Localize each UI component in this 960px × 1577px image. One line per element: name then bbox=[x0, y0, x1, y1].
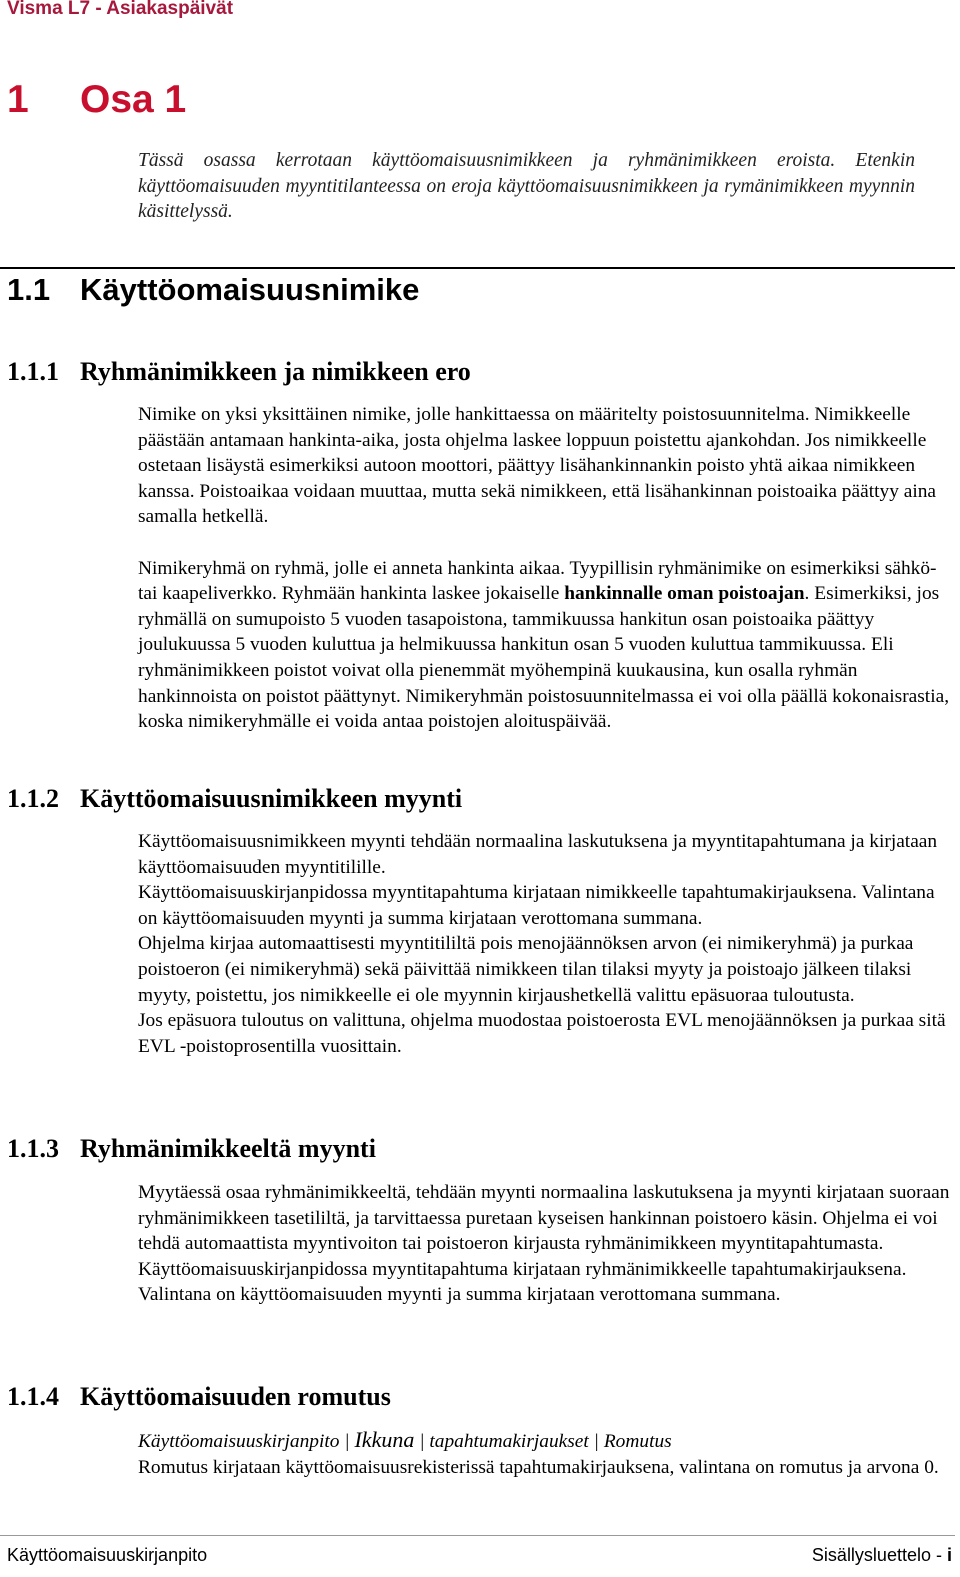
subsection-number: 1.1.4 bbox=[7, 1382, 59, 1411]
footer-page-number: i bbox=[946, 1545, 952, 1565]
menu-path-item: tapahtumakirjaukset bbox=[429, 1431, 589, 1452]
paragraph: Nimike on yksi yksittäinen nimike, jolle hankittaessa on määritelty poistosuunnitelma. Nimikkeelle päästään antamaan hankinta-aika, josta ohjelma laskee loppuun poistettu ajankohdan. Jos nimikkeelle ostetaan lisäystä esimerkiksi autoon moottori, päättyy lisähankinnankin poisto yhtä aikaa nimikkeen kanssa. Poistoaikaa voidaan muuttaa, mutta sekä nimikkeen, että lisähankinnan poistoaika päättyy aina samalla hetkellä. bbox=[138, 404, 937, 528]
paragraph: Käyttöomaisuuskirjanpidossa myyntitapahtuma kirjataan nimikkeelle tapahtumakirjauksena. Valintana on käyttöomaisuuden myynti ja summa kirjataan verottomana summana. bbox=[138, 882, 935, 929]
subsection-heading-3 bbox=[7, 1134, 376, 1164]
text-run: . Esimerkiksi, jos ryhmällä on sumupoisto 5 vuoden tasapoistona, tammikuussa hankitun osan poistoaika päättyy joulukuussa 5 vuoden kuluttua ja helmikuussa hankitun osan 5 vuoden kuluttua tammikuussa. Eli ryhmänimikkeen poistot voivat olla pienemmät myöhempinä kuukausina, kun osalla ryhmän hankinnoista on poistot päättynyt. Nimikeryhmän poistosuunnitelmassa ei voi olla päällä kokonaisrastia, koska nimikeryhmälle ei voida antaa poistojen aloituspäivää. bbox=[138, 583, 950, 733]
menu-path-item: Ikkuna bbox=[354, 1427, 415, 1452]
section-heading bbox=[7, 272, 419, 308]
subsection-body-1 bbox=[138, 402, 950, 735]
paragraph: Käyttöomaisuusnimikkeen myynti tehdään normaalina laskutuksena ja myyntitapahtumana ja kirjataan käyttöomaisuuden myyntitilille. bbox=[138, 831, 938, 878]
section-number: 1.1 bbox=[7, 272, 51, 307]
subsection-title: Ryhmänimikkeeltä myynti bbox=[80, 1134, 376, 1163]
paragraph: Käyttöomaisuuskirjanpidossa myyntitapahtuma kirjataan ryhmänimikkeelle tapahtumakirjauksena. Valintana on käyttöomaisuuden myynti ja summa kirjataan verottomana summana. bbox=[138, 1258, 907, 1306]
menu-path-separator: | bbox=[414, 1431, 430, 1452]
menu-path bbox=[138, 1427, 950, 1455]
paragraph: Myytäessä osaa ryhmänimikkeeltä, tehdään myynti normaalina laskutuksena ja myynti kirjataan suoraan ryhmänimikkeen tasetililtä, ja tarvittaessa puretaan kyseisen hankinnan poistoero käsin. Ohjelma ei voi tehdä automaattista myyntivoiton tai poistoeron kirjausta ryhmänimikkeen myyntitapahtumasta. bbox=[138, 1182, 950, 1255]
chapter-heading bbox=[7, 78, 186, 122]
text-run: Nimikeryhmä on ryhmä, jolle ei anneta hankinta aikaa. Tyypillisin ryhmänimike on esimerkiksi sähkö- tai kaapeliverkko. Ryhmään hankinta laskee jokaiselle bbox=[138, 557, 937, 605]
intro-paragraph: Tässä osassa kerrotaan käyttöomaisuusnimikkeen ja ryhmänimikkeen eroista. Etenkin käyttöomaisuuden myyntitilanteessa on eroja käyttöomaisuusnimikkeen ja rymänimikkeen myynnin käsittelyssä. bbox=[138, 150, 915, 223]
bold-text: hankinnalle oman poistoajan bbox=[564, 583, 805, 605]
menu-path-item: Käyttöomaisuuskirjanpito bbox=[138, 1431, 340, 1452]
footer-page-label bbox=[812, 1545, 952, 1566]
subsection-body-3 bbox=[138, 1180, 950, 1308]
subsection-body-2 bbox=[138, 829, 950, 1059]
paragraph: Romutus kirjataan käyttöomaisuusrekisterissä tapahtumakirjauksena, valintana on romutus ja arvona 0. bbox=[138, 1456, 939, 1478]
subsection-body-4 bbox=[138, 1427, 950, 1480]
section-divider bbox=[0, 267, 955, 269]
menu-path-item: Romutus bbox=[603, 1431, 672, 1452]
subsection-number: 1.1.3 bbox=[7, 1134, 59, 1163]
paragraph: Ohjelma kirjaa automaattisesti myyntitililtä pois menojäännöksen arvon (ei nimikeryhmä) ja purkaa poistoeron (ei nimikeryhmä) sekä päivittää nimikkeen tilan tilaksi myyty ja poistoajo jälkeen tilaksi myyty, poistettu, jos nimikkeelle ei ole myynnin kirjaushetkellä valittu epäsuoraa tuloutusta. bbox=[138, 933, 914, 1006]
paragraph: Jos epäsuora tuloutus on valittuna, ohjelma muodostaa poistoerosta EVL menojäännöksen ja purkaa sitä EVL -poistoprosentilla vuosittain. bbox=[138, 1010, 946, 1057]
paragraph bbox=[138, 556, 950, 735]
subsection-title: Käyttöomaisuusnimikkeen myynti bbox=[80, 784, 463, 813]
subsection-title: Käyttöomaisuuden romutus bbox=[80, 1382, 391, 1411]
footer-document-title: Käyttöomaisuuskirjanpito bbox=[7, 1545, 208, 1565]
footer-divider bbox=[0, 1535, 955, 1536]
chapter-number: 1 bbox=[7, 78, 29, 121]
subsection-heading-4 bbox=[7, 1382, 391, 1412]
subsection-heading-2 bbox=[7, 784, 462, 814]
subsection-title: Ryhmänimikkeen ja nimikkeen ero bbox=[80, 357, 471, 386]
section-title: Käyttöomaisuusnimike bbox=[80, 272, 420, 307]
chapter-title: Osa 1 bbox=[80, 78, 187, 121]
menu-path-separator: | bbox=[339, 1431, 355, 1452]
subsection-number: 1.1.1 bbox=[7, 357, 59, 386]
subsection-number: 1.1.2 bbox=[7, 784, 59, 813]
footer-toc-label: Sisällysluettelo - bbox=[811, 1545, 947, 1565]
menu-path-separator: | bbox=[588, 1431, 604, 1452]
subsection-heading-1 bbox=[7, 357, 471, 387]
running-header: Visma L7 - Asiakaspäivät bbox=[7, 0, 234, 19]
